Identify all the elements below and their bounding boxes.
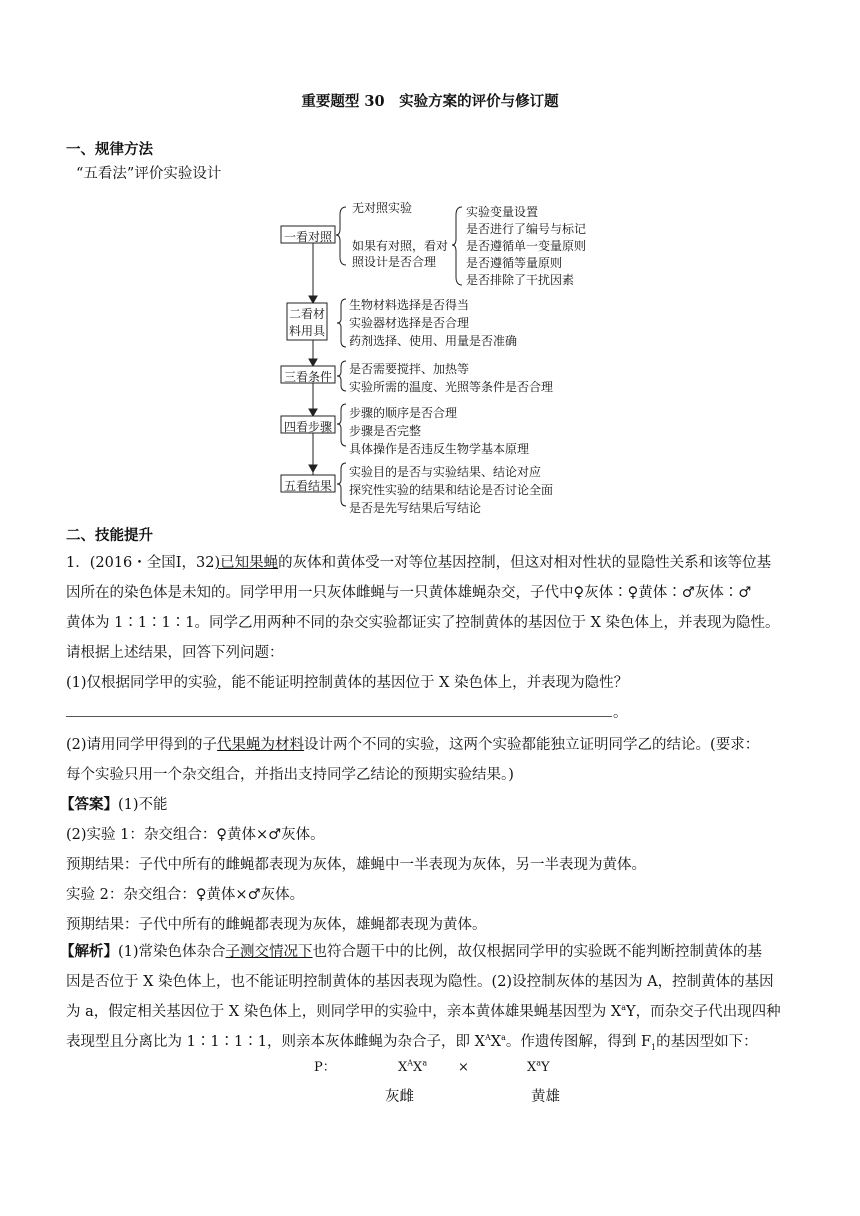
question-1-sub-2: (2)请用同学甲得到的子代果蝇为材料设计两个不同的实验，这两个实验都能独立证明同学乙的结论。(要求： [66, 737, 760, 753]
question-1-line-1: 1．(2016・全国Ⅰ，32)已知果蝇的灰体和黄体受一对等位基因控制，但这对相对性状的显隐性关系和该等位基 [66, 555, 772, 571]
flow-b1c-0: 实验变量设置 [466, 205, 539, 219]
flow-box-2-line2: 料用具 [288, 324, 325, 338]
question-1-sub-2-line-2: 每个实验只用一个杂交组合，并指出支持同学乙结论的预期实验结果。) [66, 767, 514, 783]
flow-box-1: 一看对照 [283, 230, 332, 244]
flow-b2-0: 生物材料选择是否得当 [349, 298, 470, 312]
answer-line-3: 预期结果：子代中所有的雌蝇都表现为灰体，雄蝇中一半表现为灰体，另一半表现为黄体。 [66, 857, 646, 873]
answer-blank-line [66, 716, 612, 717]
flow-b1-has-control-1: 如果有对照，看对 [352, 239, 449, 253]
page-title: 重要题型 30 实验方案的评价与修订题 [301, 93, 559, 110]
cross-female-genotype: $X^AX^a$ [398, 1058, 428, 1075]
section1-heading: 一、规律方法 [66, 141, 153, 158]
flow-b1-has-control-2: 照设计是否合理 [352, 255, 437, 269]
question-1-line-2: 因所在的染色体是未知的。同学甲用一只灰体雌蝇与一只黄体雄蝇杂交，子代中♀灰体∶♀黄体∶♂灰体∶♂ [66, 585, 752, 601]
flow-b3-0: 是否需要搅拌、加热等 [349, 362, 470, 376]
flow-b1-no-control: 无对照实验 [352, 201, 413, 215]
cross-female-label: 灰雌 [385, 1089, 414, 1105]
question-1-sub-1: (1)仅根据同学甲的实验，能不能证明控制黄体的基因位于 X 染色体上，并表现为隐性？ [66, 675, 629, 691]
cross-p-label: P： [314, 1060, 336, 1075]
analysis-line-4: 表现型且分离比为 1∶1∶1∶1，则亲本灰体雌蝇为杂合子，即 $X^AX^a$。作遗传图解，得到 $F_1$的基因型如下： [66, 1033, 758, 1052]
flow-b2-1: 实验器材选择是否合理 [349, 316, 470, 330]
flow-b5-1: 探究性实验的结果和结论是否讨论全面 [349, 483, 554, 497]
analysis-line-1: 【解析】(1)常染色体杂合子测交情况下也符合题干中的比例，故仅根据同学甲的实验既不能判断控制黄体的基 [60, 943, 763, 960]
analysis-line-2: 因是否位于 X 染色体上，也不能证明控制黄体的基因表现为隐性。(2)设控制灰体的基因为 A，控制黄体的基因 [66, 974, 774, 990]
flow-b4-0: 步骤的顺序是否合理 [349, 406, 458, 420]
flow-box-2-line1: 二看材 [288, 307, 325, 321]
flow-b3-1: 实验所需的温度、光照等条件是否合理 [349, 380, 554, 394]
flow-b1c-4: 是否排除了干扰因素 [466, 273, 575, 287]
flow-b4-1: 步骤是否完整 [349, 424, 422, 438]
question-1-line-3: 黄体为 1∶1∶1∶1。同学乙用两种不同的杂交实验都证实了控制黄体的基因位于 X 染色体上，并表现为隐性。 [66, 615, 780, 631]
flow-b5-0: 实验目的是否与实验结果、结论对应 [349, 465, 542, 479]
cross-male-genotype: $X^aY$ [527, 1058, 550, 1075]
analysis-line-3: 为 a，假定相关基因位于 X 染色体上，则同学甲的实验中，亲本黄体雄果蝇基因型为 $X^aY$，而杂交子代出现四种 [66, 1003, 781, 1020]
flow-b1c-3: 是否遵循等量原则 [466, 256, 563, 270]
flow-box-5: 五看结果 [283, 479, 332, 493]
flow-box-4: 四看步骤 [283, 420, 332, 434]
question-1-line-4: 请根据上述结果，回答下列问题： [66, 645, 284, 661]
cross-times: × [458, 1060, 469, 1075]
flow-box-3: 三看条件 [283, 370, 332, 384]
answer-line-5: 预期结果：子代中所有的雌蝇都表现为灰体，雄蝇都表现为黄体。 [66, 917, 487, 933]
answer-line-1: 【答案】(1)不能 [60, 796, 168, 813]
answer-line-4: 实验 2：杂交组合：♀黄体×♂灰体。 [66, 887, 305, 903]
flow-b1c-2: 是否遵循单一变量原则 [466, 239, 587, 253]
section1-subheading: “五看法”评价实验设计 [76, 166, 222, 182]
section2-heading: 二、技能提升 [66, 527, 153, 544]
cross-male-label: 黄雄 [531, 1089, 560, 1105]
flow-b2-2: 药剂选择、使用、用量是否准确 [349, 334, 518, 348]
flow-b1c-1: 是否进行了编号与标记 [466, 222, 587, 236]
flow-b4-2: 具体操作是否违反生物学基本原理 [349, 442, 530, 456]
answer-line-2: (2)实验 1：杂交组合：♀黄体×♂灰体。 [66, 827, 325, 843]
flow-b5-2: 是否是先写结果后写结论 [349, 501, 482, 515]
answer-blank-end: 。 [613, 705, 628, 721]
